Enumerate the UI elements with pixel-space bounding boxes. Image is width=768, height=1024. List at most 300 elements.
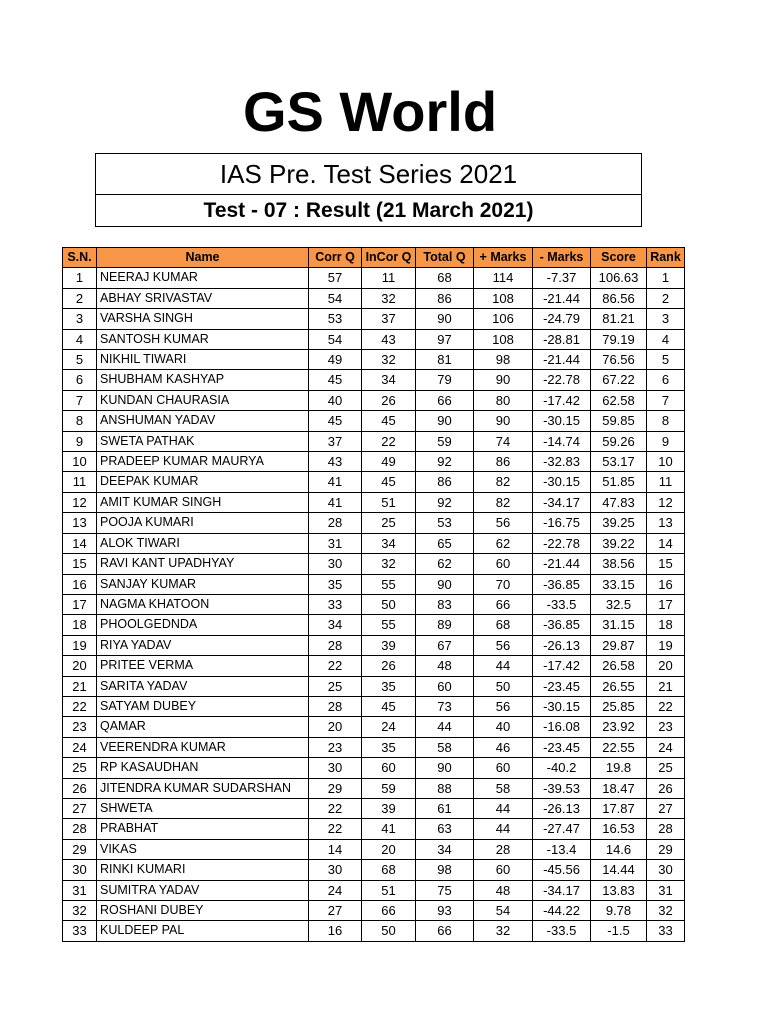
cell-name: RIYA YADAV xyxy=(97,635,309,655)
cell-corr-q: 54 xyxy=(309,329,362,349)
cell-sn: 18 xyxy=(63,615,97,635)
table-row xyxy=(63,370,685,390)
cell-rank: 11 xyxy=(647,472,685,492)
table-row xyxy=(63,839,685,859)
cell-rank: 10 xyxy=(647,452,685,472)
cell-total-q: 90 xyxy=(416,758,474,778)
cell-corr-q: 45 xyxy=(309,411,362,431)
cell-plus-marks: 106 xyxy=(474,309,533,329)
cell-incor-q: 11 xyxy=(362,268,416,288)
cell-total-q: 63 xyxy=(416,819,474,839)
cell-plus-marks: 86 xyxy=(474,452,533,472)
header-rank: Rank xyxy=(647,248,685,268)
cell-sn: 1 xyxy=(63,268,97,288)
table-row xyxy=(63,880,685,900)
cell-minus-marks: -36.85 xyxy=(533,615,591,635)
cell-incor-q: 45 xyxy=(362,472,416,492)
cell-rank: 20 xyxy=(647,656,685,676)
cell-minus-marks: -21.44 xyxy=(533,288,591,308)
cell-incor-q: 35 xyxy=(362,676,416,696)
cell-total-q: 68 xyxy=(416,268,474,288)
cell-name: ABHAY SRIVASTAV xyxy=(97,288,309,308)
cell-sn: 26 xyxy=(63,778,97,798)
cell-incor-q: 51 xyxy=(362,492,416,512)
cell-name: KULDEEP PAL xyxy=(97,921,309,941)
cell-corr-q: 31 xyxy=(309,533,362,553)
header-score: Score xyxy=(591,248,647,268)
cell-score: 31.15 xyxy=(591,615,647,635)
cell-incor-q: 45 xyxy=(362,411,416,431)
cell-score: 81.21 xyxy=(591,309,647,329)
cell-score: 22.55 xyxy=(591,737,647,757)
cell-incor-q: 24 xyxy=(362,717,416,737)
table-row xyxy=(63,676,685,696)
cell-sn: 8 xyxy=(63,411,97,431)
cell-plus-marks: 56 xyxy=(474,696,533,716)
cell-sn: 29 xyxy=(63,839,97,859)
cell-plus-marks: 108 xyxy=(474,288,533,308)
cell-total-q: 90 xyxy=(416,411,474,431)
header-total-q: Total Q xyxy=(416,248,474,268)
cell-name: JITENDRA KUMAR SUDARSHAN xyxy=(97,778,309,798)
cell-plus-marks: 56 xyxy=(474,513,533,533)
cell-minus-marks: -24.79 xyxy=(533,309,591,329)
cell-name: VEERENDRA KUMAR xyxy=(97,737,309,757)
cell-corr-q: 34 xyxy=(309,615,362,635)
cell-corr-q: 43 xyxy=(309,452,362,472)
cell-plus-marks: 82 xyxy=(474,492,533,512)
header-incor-q: InCor Q xyxy=(362,248,416,268)
cell-corr-q: 49 xyxy=(309,350,362,370)
cell-minus-marks: -17.42 xyxy=(533,656,591,676)
cell-incor-q: 32 xyxy=(362,288,416,308)
cell-rank: 4 xyxy=(647,329,685,349)
cell-sn: 22 xyxy=(63,696,97,716)
cell-rank: 25 xyxy=(647,758,685,778)
cell-rank: 32 xyxy=(647,901,685,921)
cell-corr-q: 27 xyxy=(309,901,362,921)
cell-plus-marks: 44 xyxy=(474,798,533,818)
cell-minus-marks: -23.45 xyxy=(533,737,591,757)
cell-minus-marks: -13.4 xyxy=(533,839,591,859)
cell-total-q: 73 xyxy=(416,696,474,716)
cell-plus-marks: 62 xyxy=(474,533,533,553)
cell-incor-q: 39 xyxy=(362,798,416,818)
cell-sn: 17 xyxy=(63,594,97,614)
cell-score: 39.25 xyxy=(591,513,647,533)
test-series-title: IAS Pre. Test Series 2021 xyxy=(96,154,641,195)
cell-rank: 1 xyxy=(647,268,685,288)
table-row xyxy=(63,492,685,512)
cell-name: NEERAJ KUMAR xyxy=(97,268,309,288)
cell-plus-marks: 44 xyxy=(474,819,533,839)
cell-incor-q: 20 xyxy=(362,839,416,859)
table-row xyxy=(63,329,685,349)
cell-incor-q: 41 xyxy=(362,819,416,839)
cell-minus-marks: -30.15 xyxy=(533,472,591,492)
cell-corr-q: 57 xyxy=(309,268,362,288)
cell-name: AMIT KUMAR SINGH xyxy=(97,492,309,512)
table-row xyxy=(63,309,685,329)
cell-rank: 7 xyxy=(647,390,685,410)
cell-corr-q: 24 xyxy=(309,880,362,900)
cell-total-q: 92 xyxy=(416,452,474,472)
cell-corr-q: 14 xyxy=(309,839,362,859)
table-header-row xyxy=(63,248,685,268)
cell-incor-q: 50 xyxy=(362,594,416,614)
cell-score: 76.56 xyxy=(591,350,647,370)
cell-rank: 13 xyxy=(647,513,685,533)
cell-name: ANSHUMAN YADAV xyxy=(97,411,309,431)
cell-score: 106.63 xyxy=(591,268,647,288)
cell-rank: 30 xyxy=(647,860,685,880)
cell-score: 51.85 xyxy=(591,472,647,492)
cell-total-q: 93 xyxy=(416,901,474,921)
table-row xyxy=(63,758,685,778)
cell-corr-q: 40 xyxy=(309,390,362,410)
cell-name: PRITEE VERMA xyxy=(97,656,309,676)
cell-corr-q: 41 xyxy=(309,472,362,492)
cell-total-q: 59 xyxy=(416,431,474,451)
cell-total-q: 92 xyxy=(416,492,474,512)
cell-incor-q: 25 xyxy=(362,513,416,533)
cell-sn: 24 xyxy=(63,737,97,757)
cell-minus-marks: -30.15 xyxy=(533,411,591,431)
cell-minus-marks: -36.85 xyxy=(533,574,591,594)
cell-minus-marks: -33.5 xyxy=(533,594,591,614)
cell-sn: 16 xyxy=(63,574,97,594)
cell-rank: 9 xyxy=(647,431,685,451)
cell-sn: 10 xyxy=(63,452,97,472)
cell-incor-q: 55 xyxy=(362,574,416,594)
cell-corr-q: 45 xyxy=(309,370,362,390)
cell-plus-marks: 32 xyxy=(474,921,533,941)
cell-total-q: 48 xyxy=(416,656,474,676)
cell-plus-marks: 68 xyxy=(474,615,533,635)
cell-minus-marks: -28.81 xyxy=(533,329,591,349)
table-row xyxy=(63,798,685,818)
table-row xyxy=(63,778,685,798)
cell-plus-marks: 90 xyxy=(474,370,533,390)
header-plus-marks: + Marks xyxy=(474,248,533,268)
cell-name: SHWETA xyxy=(97,798,309,818)
cell-sn: 5 xyxy=(63,350,97,370)
table-row xyxy=(63,350,685,370)
cell-corr-q: 33 xyxy=(309,594,362,614)
table-row xyxy=(63,411,685,431)
cell-plus-marks: 28 xyxy=(474,839,533,859)
cell-minus-marks: -26.13 xyxy=(533,635,591,655)
cell-total-q: 81 xyxy=(416,350,474,370)
cell-rank: 22 xyxy=(647,696,685,716)
cell-rank: 3 xyxy=(647,309,685,329)
cell-rank: 15 xyxy=(647,554,685,574)
cell-total-q: 90 xyxy=(416,574,474,594)
cell-incor-q: 26 xyxy=(362,390,416,410)
table-row xyxy=(63,533,685,553)
cell-plus-marks: 66 xyxy=(474,594,533,614)
cell-name: SATYAM DUBEY xyxy=(97,696,309,716)
cell-sn: 3 xyxy=(63,309,97,329)
cell-total-q: 61 xyxy=(416,798,474,818)
cell-incor-q: 34 xyxy=(362,370,416,390)
cell-incor-q: 32 xyxy=(362,554,416,574)
cell-name: ALOK TIWARI xyxy=(97,533,309,553)
cell-plus-marks: 90 xyxy=(474,411,533,431)
cell-minus-marks: -7.37 xyxy=(533,268,591,288)
cell-minus-marks: -16.75 xyxy=(533,513,591,533)
cell-minus-marks: -34.17 xyxy=(533,492,591,512)
cell-total-q: 75 xyxy=(416,880,474,900)
cell-minus-marks: -17.42 xyxy=(533,390,591,410)
table-row xyxy=(63,554,685,574)
table-row xyxy=(63,288,685,308)
cell-score: 26.58 xyxy=(591,656,647,676)
cell-name: SARITA YADAV xyxy=(97,676,309,696)
cell-rank: 28 xyxy=(647,819,685,839)
cell-score: 67.22 xyxy=(591,370,647,390)
table-body xyxy=(63,268,685,941)
cell-rank: 26 xyxy=(647,778,685,798)
cell-score: 53.17 xyxy=(591,452,647,472)
cell-rank: 18 xyxy=(647,615,685,635)
cell-rank: 33 xyxy=(647,921,685,941)
header-minus-marks: - Marks xyxy=(533,248,591,268)
cell-sn: 28 xyxy=(63,819,97,839)
cell-incor-q: 26 xyxy=(362,656,416,676)
header-name: Name xyxy=(97,248,309,268)
cell-total-q: 98 xyxy=(416,860,474,880)
cell-minus-marks: -21.44 xyxy=(533,554,591,574)
cell-plus-marks: 54 xyxy=(474,901,533,921)
cell-plus-marks: 40 xyxy=(474,717,533,737)
cell-name: DEEPAK KUMAR xyxy=(97,472,309,492)
cell-incor-q: 35 xyxy=(362,737,416,757)
result-heading: Test - 07 : Result (21 March 2021) xyxy=(203,199,534,222)
cell-rank: 24 xyxy=(647,737,685,757)
page-title: GS World xyxy=(242,80,498,143)
cell-name: VIKAS xyxy=(97,839,309,859)
cell-score: 59.85 xyxy=(591,411,647,431)
table-row xyxy=(63,615,685,635)
cell-minus-marks: -16.08 xyxy=(533,717,591,737)
cell-incor-q: 49 xyxy=(362,452,416,472)
cell-total-q: 58 xyxy=(416,737,474,757)
cell-incor-q: 39 xyxy=(362,635,416,655)
cell-incor-q: 51 xyxy=(362,880,416,900)
cell-rank: 31 xyxy=(647,880,685,900)
cell-plus-marks: 60 xyxy=(474,860,533,880)
cell-corr-q: 28 xyxy=(309,513,362,533)
cell-corr-q: 29 xyxy=(309,778,362,798)
cell-rank: 27 xyxy=(647,798,685,818)
cell-minus-marks: -44.22 xyxy=(533,901,591,921)
table-row xyxy=(63,390,685,410)
cell-score: 19.8 xyxy=(591,758,647,778)
cell-incor-q: 55 xyxy=(362,615,416,635)
cell-minus-marks: -21.44 xyxy=(533,350,591,370)
cell-total-q: 88 xyxy=(416,778,474,798)
table-row xyxy=(63,921,685,941)
cell-rank: 17 xyxy=(647,594,685,614)
table-row xyxy=(63,268,685,288)
cell-corr-q: 28 xyxy=(309,635,362,655)
cell-score: 26.55 xyxy=(591,676,647,696)
cell-total-q: 90 xyxy=(416,309,474,329)
cell-score: 32.5 xyxy=(591,594,647,614)
cell-minus-marks: -32.83 xyxy=(533,452,591,472)
cell-name: QAMAR xyxy=(97,717,309,737)
cell-plus-marks: 56 xyxy=(474,635,533,655)
cell-name: SWETA PATHAK xyxy=(97,431,309,451)
results-table xyxy=(62,247,685,942)
cell-name: NAGMA KHATOON xyxy=(97,594,309,614)
cell-rank: 29 xyxy=(647,839,685,859)
cell-sn: 14 xyxy=(63,533,97,553)
cell-sn: 25 xyxy=(63,758,97,778)
cell-corr-q: 20 xyxy=(309,717,362,737)
cell-plus-marks: 46 xyxy=(474,737,533,757)
cell-sn: 15 xyxy=(63,554,97,574)
cell-total-q: 60 xyxy=(416,676,474,696)
cell-total-q: 53 xyxy=(416,513,474,533)
table-row xyxy=(63,594,685,614)
cell-corr-q: 22 xyxy=(309,819,362,839)
cell-rank: 8 xyxy=(647,411,685,431)
cell-total-q: 65 xyxy=(416,533,474,553)
cell-incor-q: 60 xyxy=(362,758,416,778)
cell-incor-q: 45 xyxy=(362,696,416,716)
table-row xyxy=(63,860,685,880)
cell-minus-marks: -39.53 xyxy=(533,778,591,798)
cell-corr-q: 22 xyxy=(309,798,362,818)
cell-corr-q: 53 xyxy=(309,309,362,329)
cell-minus-marks: -22.78 xyxy=(533,370,591,390)
cell-name: RINKI KUMARI xyxy=(97,860,309,880)
header-corr-q: Corr Q xyxy=(309,248,362,268)
cell-plus-marks: 44 xyxy=(474,656,533,676)
cell-incor-q: 66 xyxy=(362,901,416,921)
cell-score: 86.56 xyxy=(591,288,647,308)
cell-score: 29.87 xyxy=(591,635,647,655)
cell-score: 23.92 xyxy=(591,717,647,737)
cell-sn: 27 xyxy=(63,798,97,818)
table-row xyxy=(63,452,685,472)
cell-corr-q: 16 xyxy=(309,921,362,941)
cell-incor-q: 32 xyxy=(362,350,416,370)
table-row xyxy=(63,696,685,716)
cell-name: NIKHIL TIWARI xyxy=(97,350,309,370)
cell-incor-q: 37 xyxy=(362,309,416,329)
table-row xyxy=(63,717,685,737)
cell-minus-marks: -26.13 xyxy=(533,798,591,818)
cell-plus-marks: 70 xyxy=(474,574,533,594)
cell-name: SANJAY KUMAR xyxy=(97,574,309,594)
table-row xyxy=(63,635,685,655)
cell-corr-q: 41 xyxy=(309,492,362,512)
cell-name: RP KASAUDHAN xyxy=(97,758,309,778)
cell-incor-q: 22 xyxy=(362,431,416,451)
cell-minus-marks: -27.47 xyxy=(533,819,591,839)
cell-total-q: 67 xyxy=(416,635,474,655)
cell-name: PRADEEP KUMAR MAURYA xyxy=(97,452,309,472)
cell-sn: 9 xyxy=(63,431,97,451)
cell-minus-marks: -30.15 xyxy=(533,696,591,716)
cell-total-q: 44 xyxy=(416,717,474,737)
cell-corr-q: 30 xyxy=(309,860,362,880)
cell-minus-marks: -40.2 xyxy=(533,758,591,778)
cell-rank: 14 xyxy=(647,533,685,553)
cell-rank: 6 xyxy=(647,370,685,390)
cell-score: 18.47 xyxy=(591,778,647,798)
cell-total-q: 66 xyxy=(416,390,474,410)
cell-rank: 5 xyxy=(647,350,685,370)
cell-total-q: 83 xyxy=(416,594,474,614)
cell-name: SHUBHAM KASHYAP xyxy=(97,370,309,390)
cell-plus-marks: 80 xyxy=(474,390,533,410)
cell-score: -1.5 xyxy=(591,921,647,941)
table-row xyxy=(63,901,685,921)
cell-plus-marks: 50 xyxy=(474,676,533,696)
cell-sn: 12 xyxy=(63,492,97,512)
cell-name: VARSHA SINGH xyxy=(97,309,309,329)
cell-sn: 20 xyxy=(63,656,97,676)
cell-score: 33.15 xyxy=(591,574,647,594)
table-row xyxy=(63,513,685,533)
cell-plus-marks: 82 xyxy=(474,472,533,492)
cell-sn: 11 xyxy=(63,472,97,492)
cell-total-q: 79 xyxy=(416,370,474,390)
cell-score: 47.83 xyxy=(591,492,647,512)
cell-sn: 32 xyxy=(63,901,97,921)
cell-total-q: 34 xyxy=(416,839,474,859)
cell-score: 59.26 xyxy=(591,431,647,451)
cell-name: ROSHANI DUBEY xyxy=(97,901,309,921)
cell-sn: 21 xyxy=(63,676,97,696)
cell-score: 16.53 xyxy=(591,819,647,839)
table-row xyxy=(63,656,685,676)
cell-minus-marks: -22.78 xyxy=(533,533,591,553)
cell-corr-q: 22 xyxy=(309,656,362,676)
cell-sn: 31 xyxy=(63,880,97,900)
cell-rank: 12 xyxy=(647,492,685,512)
cell-score: 38.56 xyxy=(591,554,647,574)
cell-plus-marks: 114 xyxy=(474,268,533,288)
cell-corr-q: 23 xyxy=(309,737,362,757)
table-row xyxy=(63,819,685,839)
cell-sn: 6 xyxy=(63,370,97,390)
cell-corr-q: 28 xyxy=(309,696,362,716)
cell-corr-q: 30 xyxy=(309,554,362,574)
cell-incor-q: 43 xyxy=(362,329,416,349)
cell-plus-marks: 74 xyxy=(474,431,533,451)
cell-minus-marks: -14.74 xyxy=(533,431,591,451)
cell-score: 9.78 xyxy=(591,901,647,921)
cell-total-q: 89 xyxy=(416,615,474,635)
cell-score: 14.6 xyxy=(591,839,647,859)
cell-name: SUMITRA YADAV xyxy=(97,880,309,900)
cell-total-q: 66 xyxy=(416,921,474,941)
cell-rank: 19 xyxy=(647,635,685,655)
cell-name: PHOOLGEDNDA xyxy=(97,615,309,635)
cell-corr-q: 25 xyxy=(309,676,362,696)
cell-corr-q: 54 xyxy=(309,288,362,308)
table-row xyxy=(63,574,685,594)
cell-minus-marks: -33.5 xyxy=(533,921,591,941)
test-series-header xyxy=(95,153,642,227)
cell-plus-marks: 98 xyxy=(474,350,533,370)
cell-sn: 33 xyxy=(63,921,97,941)
